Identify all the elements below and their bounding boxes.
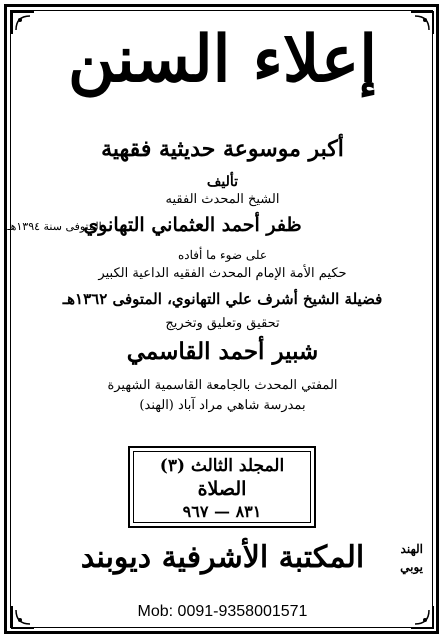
publisher-name: المكتبة الأشرفية ديوبند <box>80 540 365 575</box>
author-name: ظفر أحمد العثماني التهانوي <box>83 214 302 236</box>
teacher-titles: حكيم الأمة الإمام المحدث الفقيه الداعية الكبير <box>98 266 347 281</box>
publisher-country: الهند <box>400 542 423 556</box>
editor-location: بمدرسة شاهي مراد آباد (الهند) <box>139 398 306 413</box>
teacher-name: فضيلة الشيخ أشرف علي التهانوي، المتوفى ١٣٦٢هـ <box>62 290 383 308</box>
book-title: إعلاء السنن <box>68 22 377 97</box>
authored-by-label: تأليف <box>206 174 239 190</box>
author-prefix: الشيخ المحدث الفقيه <box>165 192 280 207</box>
volume-label: المجلد الثالث (٣) <box>159 456 285 476</box>
guidance-line: على ضوء ما أفاده <box>177 248 268 262</box>
author-death-date: المتوفى سنة ١٣٩٤هـ <box>7 220 102 233</box>
editor-position: المفتي المحدث بالجامعة القاسمية الشهيرة <box>107 378 338 393</box>
phone-number: Mob: 0091-9358001571 <box>137 603 308 620</box>
publisher-prefix: يوبي <box>400 560 423 574</box>
editor-name: شبير أحمد القاسمي <box>126 338 319 365</box>
hadith-range: ٨٣١ — ٩٦٧ <box>182 502 262 521</box>
book-subtitle: أكبر موسوعة حديثية فقهية <box>101 136 344 162</box>
volume-box <box>128 446 316 528</box>
editor-role: تحقيق وتعليق وتخريج <box>165 316 280 331</box>
volume-section: الصلاة <box>197 478 247 500</box>
